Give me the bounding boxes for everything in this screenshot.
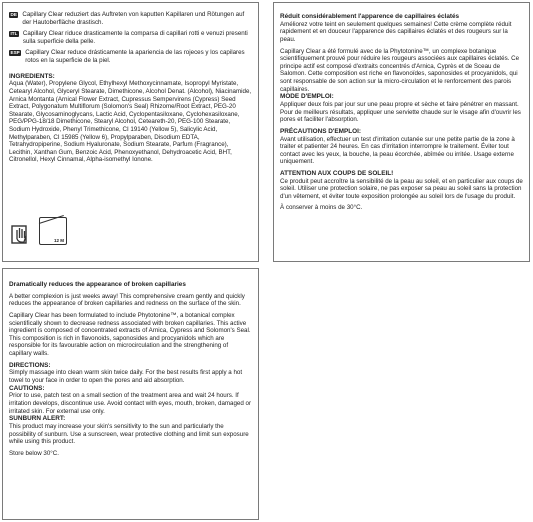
fr-title: Réduit considérablement l'apparence de capillaires éclatés xyxy=(280,13,460,20)
en-store: Store below 30°C. xyxy=(9,449,59,457)
en-directions: Simply massage into clean warm skin twice daily. For the best results first apply a hot towel to your face in order to open the pores and aid absorption. xyxy=(9,369,243,384)
symbol-row xyxy=(11,217,67,245)
lang-block-de xyxy=(9,11,252,26)
lang-badge-it: ITL xyxy=(10,31,18,37)
en-sun-heading: SUNBURN ALERT: xyxy=(9,415,66,423)
lang-block-es xyxy=(9,49,252,64)
fr-cautions: Avant utilisation, effectuer un test d'irritation cutanée sur une petite partie de la zone à traiter et patienter 24 heures. En cas d'irritation interrompre le traitement. Éviter tout contact avec les yeux, la bouche, la peau écorchée, abîmée ou irritée. Usage externe uniquement. xyxy=(280,135,515,166)
en-body: Capillary Clear has been formulated to include Phytotonine™, a botanical complex scientifically shown to decrease redness associated with broken capillaries. This active ingredient is composed of concentrated extracts of Arnica, Cypress and Solomon's Seal. This composition is rich in flavonoids, saponosides and procyanidols which are responsible for its favourable action on microcirculation and the strengthening of capillary walls. xyxy=(9,311,251,357)
en-intro: A better complexion is just weeks away! This comprehensive cream gently and quickly reduces the appearance of broken capillaries and redness on the surface of the skin. xyxy=(9,292,245,308)
multilingual-ingredients-panel xyxy=(2,2,259,262)
en-cautions: Prior to use, patch test on a small section of the treatment area and wait 24 hours. If irritation develops, discontinue use. Avoid contact with eyes, mouth, broken, damaged or irritated skin. For external use only. xyxy=(9,392,252,415)
fr-intro: Améliorez votre teint en seulement quelques semaines! Cette crème complète réduit rapidement et en douceur l'apparence des capillaires éclatés et des rougeurs sur la peau. xyxy=(280,20,512,43)
fr-sun-heading: ATTENTION AUX COUPS DE SOLEIL! xyxy=(280,169,394,177)
lang-block-it xyxy=(9,30,252,45)
en-title: Dramatically reduces the appearance of broken capillaries xyxy=(9,281,186,288)
jar-period-label: 12 M xyxy=(53,238,64,243)
ingredients-list: Aqua (Water), Propylene Glycol, Ethylhexyl Methoxycinnamate, Isopropyl Myristate, Cetearyl Alcohol, Glyceryl Stearate, Dimethicone, Alcohol Denat. (Alcohol), Niacinamide, Arnica Montanta (Arnical Flower Extract, Cupressus Sempervirens (Cypress) Seed Extract, Polygonatum Multiflorum (Solomon's Seal) Rhizome/Root Extract, PEG-20 Stearate, Glycosaminoglycans, Lactic Acid, Cyclopentasiloxane, Cyclohexasiloxane, PEG/PPG-18/18 Dimethicone, Stearyl Alcohol, Ceteareth-20, PEG-100 Stearate, Sodium Hydroxide, Phenyl Trimethicone, CI 19140 (Yellow 5), Salicylic Acid, Methylparaben, CI 15985 (Yellow 6), Propylparaben, Disodium EDTA, Tetrahydropiperine, Sodium Hyaluronate, Sodium Stearate, Parfum (Fragrance), Lecithin, Xanthan Gum, Benzoic Acid, Phenoxyethanol, Dehydroacetic Acid, BHT, Citronellol, Hexyl Cinnamal, Alpha-isomethyl Ionone. xyxy=(9,80,252,164)
french-panel xyxy=(273,2,530,262)
fr-body: Capillary Clear a été formulé avec de la Phytotonine™, un complexe botanique scientifiquement prouvé pour réduire les rougeurs associées aux capillaires éclatés. Ce principe actif est composé d'extraits concentrés d'Arnica, Cyprès et de Sceau de Salomon. Cette composition est riche en flavonoïdes, saponosides et procyanidols, qui sont responsable de son action sur la micro-circulation et le renforcement des parois capillaires. xyxy=(280,47,520,93)
fr-store: À conserver à moins de 30°C. xyxy=(280,204,363,212)
lang-badge-de: DE xyxy=(10,12,17,17)
hand-book-icon xyxy=(11,223,31,245)
fr-directions-heading: MODE D'EMPLOI: xyxy=(280,93,334,101)
en-cautions-heading: CAUTIONS: xyxy=(9,384,45,392)
lang-text-de: Capillary Clear reduziert das Auftreten von kaputten Kapillaren und Rötungen auf der Hautoberfläche drastisch. xyxy=(22,11,245,26)
en-sun: This product may increase your skin's sensitivity to the sun and particularly the possibility of sunburn. Use a sunscreen, wear protective clothing and limit sun exposure while using this product. xyxy=(9,422,249,446)
lang-text-es: Capillary Clear reduce drásticamente la apariencia de las rojeces y los capilares rotos en la superficie de la piel. xyxy=(25,49,245,64)
lang-badge-es: ESP xyxy=(10,50,20,56)
fr-cautions-heading: PRÉCAUTIONS D'EMPLOI: xyxy=(280,127,362,135)
open-jar-icon xyxy=(39,217,67,245)
english-panel xyxy=(2,268,259,520)
ingredients-heading: INGREDIENTS: xyxy=(9,72,55,80)
lang-text-it: Capillary Clear riduce drasticamente la comparsa di capillari rotti e venuzi presenti sulla superficie della pelle. xyxy=(22,30,248,45)
en-directions-heading: DIRECTIONS: xyxy=(9,361,51,369)
fr-sun: Ce produit peut accroître la sensibilité de la peau au soleil, et en particulier aux coups de soleil. Utiliser une protection solaire, ne pas exposer sa peau au soleil sans la protection d'un vêtement, et éviter toute exposition prolongée au soleil lors de l'usage du produit. xyxy=(280,177,523,200)
fr-directions: Appliquer deux fois par jour sur une peau propre et sèche et faire pénétrer en massant. Pour de meilleurs résultats, appliquer une serviette chaude sur le visage afin d'ouvrir les pores et faciliter l'absorption. xyxy=(280,100,521,124)
